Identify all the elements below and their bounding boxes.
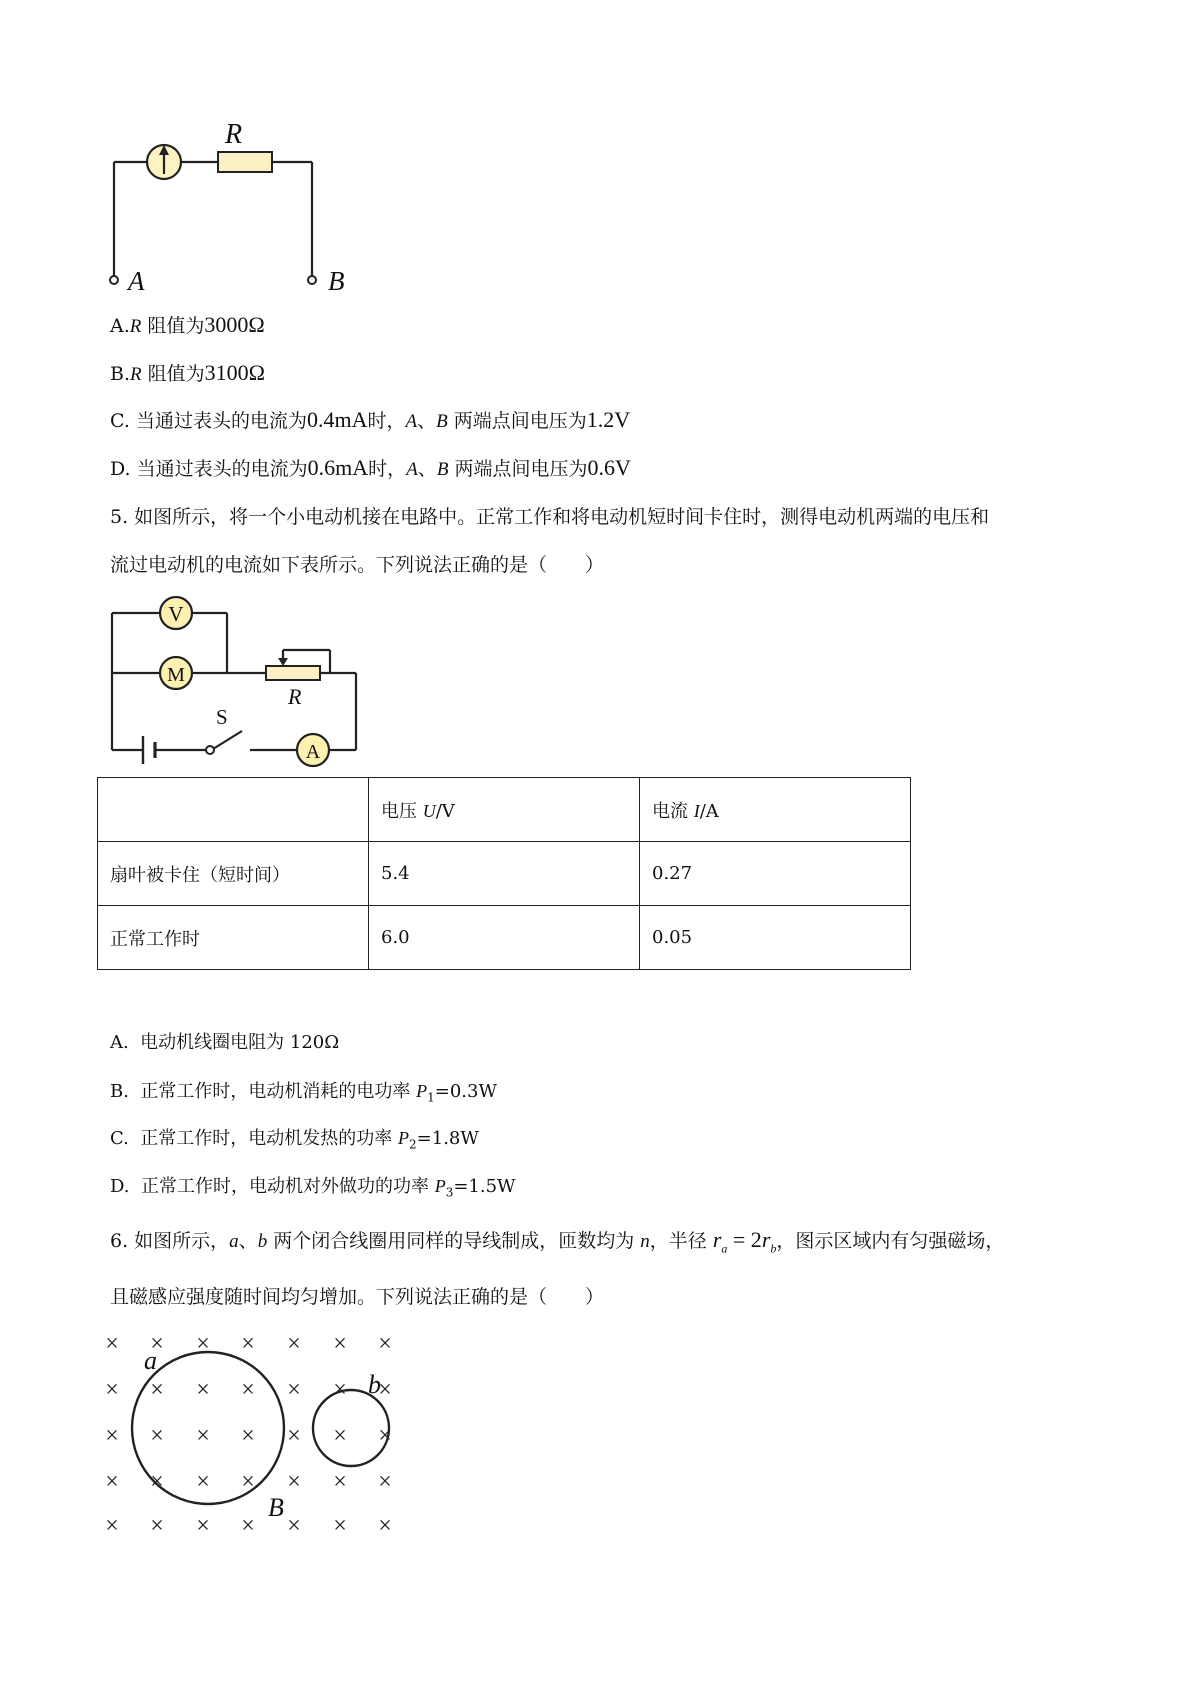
field-cross-icon: × bbox=[105, 1423, 119, 1449]
field-cross-icon: × bbox=[105, 1513, 119, 1535]
q4-option-b: B.R 阻值为3100Ω bbox=[110, 360, 266, 385]
resistor-label: R bbox=[225, 119, 243, 150]
q5-option-a: A. 电动机线圈电阻为 120Ω bbox=[110, 1032, 340, 1053]
terminal-a-label: A bbox=[128, 266, 145, 296]
q4-option-a: A.R 阻值为3000Ω bbox=[110, 312, 265, 337]
field-cross-icon: × bbox=[196, 1469, 210, 1495]
table-cell: 扇叶被卡住（短时间） bbox=[98, 842, 369, 906]
q5-option-b: B. 正常工作时，电动机消耗的电功率 $P_1=0.3W$ bbox=[110, 1081, 497, 1105]
field-cross-icon: × bbox=[105, 1331, 119, 1357]
field-cross-icon: × bbox=[241, 1377, 255, 1403]
q5-stem-line1: 5. 如图所示，将一个小电动机接在电路中。正常工作和将电动机短时间卡住时，测得电动机两端的电压和 bbox=[110, 506, 990, 528]
figure-galvanometer-circuit bbox=[100, 118, 360, 298]
field-cross-icon: × bbox=[333, 1469, 347, 1495]
field-cross-icon: × bbox=[241, 1469, 255, 1495]
coil-b-label: b bbox=[368, 1370, 381, 1399]
field-cross-icon: × bbox=[150, 1469, 164, 1495]
field-cross-icon: × bbox=[150, 1423, 164, 1449]
table-row bbox=[98, 906, 911, 970]
field-cross-icon: × bbox=[378, 1423, 392, 1449]
field-cross-icon: × bbox=[287, 1513, 301, 1535]
q5-option-c: C. 正常工作时，电动机发热的功率 $P_2=1.8W$ bbox=[110, 1128, 479, 1152]
q4-option-d: D. 当通过表头的电流为0.6mA时，A、B 两端点间电压为0.6V bbox=[110, 455, 631, 480]
table-cell bbox=[98, 778, 369, 842]
terminal-b-icon bbox=[308, 276, 316, 284]
field-cross-icon: × bbox=[150, 1331, 164, 1357]
table-row bbox=[98, 842, 911, 906]
field-b-label: B bbox=[268, 1493, 284, 1522]
q5-option-d: D. 正常工作时，电动机对外做功的功率 $P_3=1.5W$ bbox=[110, 1176, 516, 1200]
table-cell: 0.05 bbox=[640, 906, 911, 970]
ammeter-label: A bbox=[305, 741, 321, 763]
q6-stem-line2: 且磁感应强度随时间均匀增加。下列说法正确的是（ ） bbox=[110, 1286, 605, 1308]
field-cross-icon: × bbox=[378, 1469, 392, 1495]
terminal-a-icon bbox=[110, 276, 118, 284]
table-cell: 6.0 bbox=[369, 906, 640, 970]
field-cross-icon: × bbox=[287, 1377, 301, 1403]
figure-magnetic-field bbox=[100, 1325, 420, 1535]
table-cell: 0.27 bbox=[640, 842, 911, 906]
field-cross-icon: × bbox=[333, 1377, 347, 1403]
terminal-b-label: B bbox=[328, 266, 345, 296]
voltmeter-label: V bbox=[168, 602, 184, 626]
field-cross-icon: × bbox=[287, 1423, 301, 1449]
q6-stem-line1: 6. 如图所示，a、b 两个闭合线圈用同样的导线制成，匝数均为 n，半径 $r_a = 2r_b$，图示区域内有匀强磁场， bbox=[110, 1227, 1005, 1256]
motor-label: M bbox=[167, 664, 185, 686]
field-cross-icon: × bbox=[196, 1423, 210, 1449]
q5-data-table bbox=[97, 777, 911, 970]
field-cross-icon: × bbox=[241, 1513, 255, 1535]
field-cross-icon: × bbox=[333, 1423, 347, 1449]
field-cross-icon: × bbox=[196, 1331, 210, 1357]
field-cross-icon: × bbox=[105, 1377, 119, 1403]
table-cell: 电压 U/V bbox=[369, 778, 640, 842]
figure-motor-circuit bbox=[100, 592, 380, 777]
field-cross-icon: × bbox=[196, 1513, 210, 1535]
field-cross-icon: × bbox=[287, 1469, 301, 1495]
field-cross-icon: × bbox=[333, 1513, 347, 1535]
field-cross-icon: × bbox=[196, 1377, 210, 1403]
rheostat-label: R bbox=[288, 684, 302, 709]
field-cross-icon: × bbox=[287, 1331, 301, 1357]
table-cell: 5.4 bbox=[369, 842, 640, 906]
field-cross-icon: × bbox=[333, 1331, 347, 1357]
field-cross-icon: × bbox=[105, 1469, 119, 1495]
resistor-icon bbox=[218, 152, 272, 172]
table-cell: 正常工作时 bbox=[98, 906, 369, 970]
field-cross-icon: × bbox=[378, 1377, 392, 1403]
field-cross-icon: × bbox=[150, 1377, 164, 1403]
field-cross-icon: × bbox=[378, 1513, 392, 1535]
q4-option-c: C. 当通过表头的电流为0.4mA时，A、B 两端点间电压为1.2V bbox=[110, 407, 631, 432]
q5-stem-line2: 流过电动机的电流如下表所示。下列说法正确的是（ ） bbox=[110, 554, 605, 576]
rheostat-icon bbox=[266, 666, 320, 680]
switch-label: S bbox=[216, 705, 228, 729]
switch-contact-icon bbox=[206, 746, 214, 754]
table-row bbox=[98, 778, 911, 842]
table-cell: 电流 I/A bbox=[640, 778, 911, 842]
field-cross-icon: × bbox=[150, 1513, 164, 1535]
field-cross-icon: × bbox=[241, 1331, 255, 1357]
field-cross-icon: × bbox=[241, 1423, 255, 1449]
field-cross-icon: × bbox=[378, 1331, 392, 1357]
coil-a-label: a bbox=[144, 1346, 157, 1375]
